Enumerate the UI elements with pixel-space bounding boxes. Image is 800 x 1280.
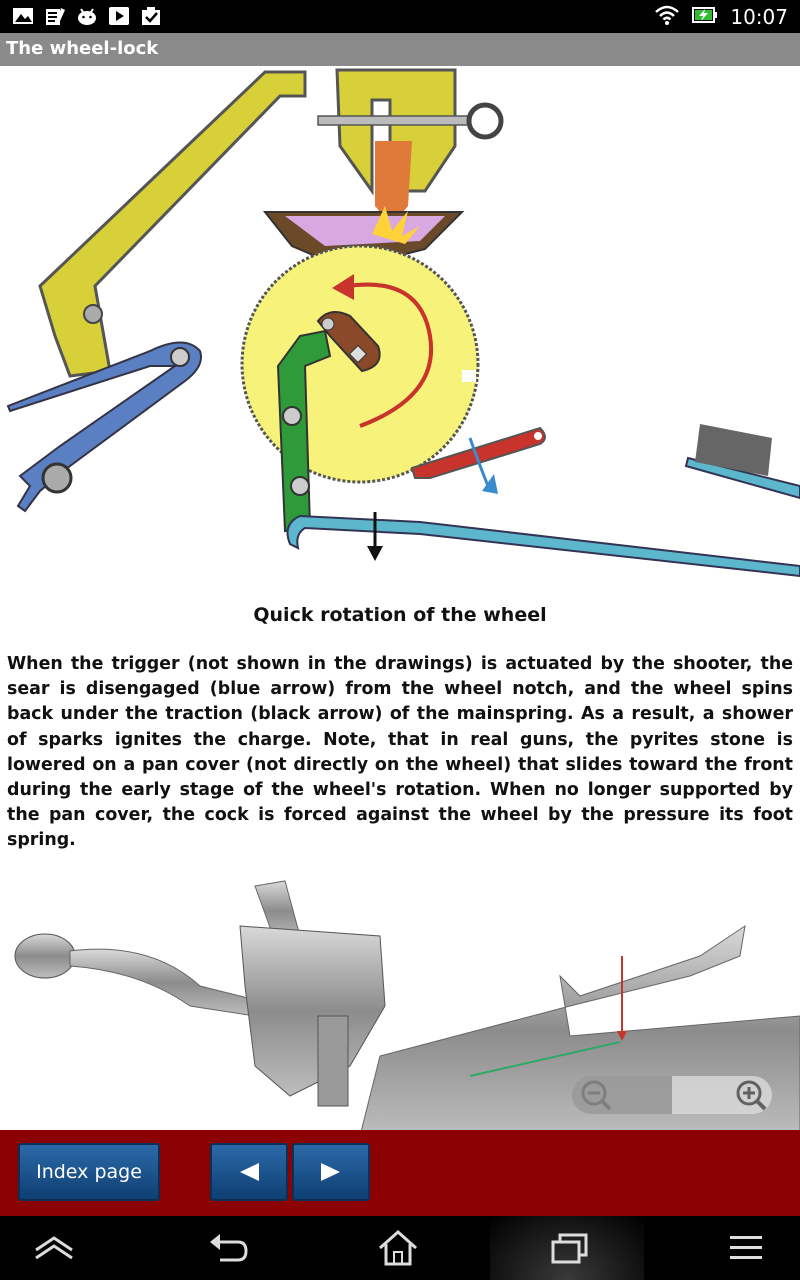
home-button[interactable] — [376, 1228, 420, 1268]
sear — [8, 343, 201, 512]
notes-icon — [44, 6, 66, 26]
battery-charging-icon — [692, 5, 718, 29]
zoom-in-icon — [672, 1076, 772, 1114]
zoom-controls — [572, 1076, 772, 1114]
menu-button[interactable] — [724, 1228, 768, 1268]
wifi-icon — [654, 4, 680, 30]
wheel-lock-diagram — [0, 66, 800, 586]
recent-apps-icon — [548, 1228, 592, 1268]
index-page-label: Index page — [36, 1161, 142, 1183]
page-title: The wheel-lock — [6, 38, 159, 59]
zoom-in-button[interactable] — [672, 1076, 772, 1114]
menu-icon — [724, 1228, 768, 1268]
mainspring — [288, 516, 800, 576]
title-bar — [0, 33, 800, 66]
home-icon — [376, 1228, 420, 1268]
recent-apps-button[interactable] — [548, 1228, 592, 1268]
zoom-out-button[interactable] — [572, 1076, 672, 1114]
play-store-icon — [108, 6, 130, 26]
android-icon — [76, 6, 98, 26]
figure-caption: Quick rotation of the wheel — [253, 604, 547, 626]
triangle-left-icon — [237, 1161, 261, 1183]
system-nav-bar-overlay — [0, 1216, 800, 1280]
wheel-notch — [462, 370, 476, 382]
content-scroll-area[interactable] — [0, 66, 800, 1130]
zoom-out-icon — [572, 1076, 672, 1114]
status-bar — [0, 0, 800, 33]
cock-screw — [84, 305, 102, 323]
description-paragraph: When the trigger (not shown in the drawings) is actuated by the shooter, the sear is disengaged (blue arrow) from the wheel notch, and the wheel spins back under the traction (black arrow) of the mainspring. As a result, a shower of sparks ignites the charge. Note, that in real guns, the pyrites stone is lowered on a pan cover (not directly on the wheel) that slides toward the front during the early stage of the wheel's rotation. When no longer supported by the pan cover, the cock is forced against the wheel by the pressure its foot spring. — [7, 654, 793, 851]
previous-page-button[interactable] — [210, 1143, 288, 1201]
bottom-toolbar — [0, 1130, 800, 1216]
task-check-icon — [140, 6, 162, 26]
gallery-icon — [12, 6, 34, 26]
clock: 10:07 — [730, 5, 788, 29]
index-page-button[interactable] — [18, 1143, 160, 1201]
jaw-screw-ring — [469, 105, 501, 137]
triangle-right-icon — [319, 1161, 343, 1183]
jaw-screw — [318, 116, 468, 125]
next-page-button[interactable] — [292, 1143, 370, 1201]
